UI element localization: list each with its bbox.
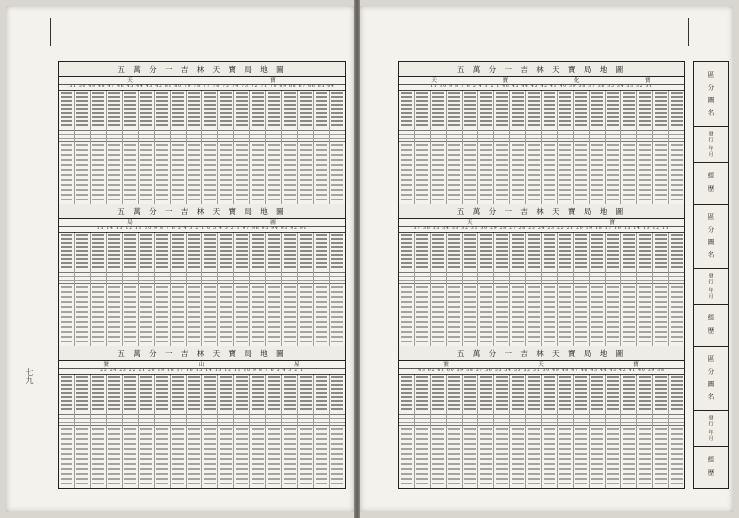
table-column [669, 232, 684, 346]
table-column [91, 232, 107, 346]
table-column [250, 374, 266, 488]
table-column [558, 232, 574, 346]
table-column [415, 374, 431, 488]
table-column [399, 374, 415, 488]
table-column [282, 232, 298, 346]
table-column [298, 90, 314, 204]
right-page [360, 6, 733, 512]
table-column [107, 374, 123, 488]
table-column [202, 232, 218, 346]
station-label: 屋 [294, 362, 301, 368]
table-column [107, 90, 123, 204]
table-column [139, 374, 155, 488]
entry-columns [59, 90, 345, 204]
table-column [669, 90, 684, 204]
station-label: 天 [127, 78, 134, 84]
table-column [155, 374, 171, 488]
table-column [478, 90, 494, 204]
table-column [234, 90, 250, 204]
section-title: 五 萬 分 一 吉 林 天 寶 局 地 圖 [399, 62, 684, 77]
sheet-numbers: 37 36 35 34 33 32 31 30 29 28 27 26 25 24 23 22 21 20 19 18 17 16 15 14 13 12 11 [399, 226, 684, 233]
table-column [637, 90, 653, 204]
table-column [542, 232, 558, 346]
station-label: 寶 [645, 78, 652, 84]
table-column [431, 232, 447, 346]
table-column [606, 374, 622, 488]
section-title: 五 萬 分 一 吉 林 天 寶 局 地 圖 [399, 346, 684, 361]
entry-columns [399, 374, 684, 488]
table-column [202, 374, 218, 488]
table-column [298, 232, 314, 346]
station-label: 寶 [633, 362, 640, 368]
table-column [314, 232, 330, 346]
table-column [155, 232, 171, 346]
table-column [637, 374, 653, 488]
table-column [431, 90, 447, 204]
table-column [574, 374, 590, 488]
table-column [447, 90, 463, 204]
table-column [330, 232, 345, 346]
table-section [59, 346, 345, 488]
table-column [314, 374, 330, 488]
table-column [282, 374, 298, 488]
table-column [542, 374, 558, 488]
table-column [478, 374, 494, 488]
table-column [669, 374, 684, 488]
table-column [653, 232, 669, 346]
table-column [202, 90, 218, 204]
table-column [91, 90, 107, 204]
table-column [187, 232, 203, 346]
rail-label: 發行 年月 [694, 410, 728, 447]
entry-columns [59, 232, 345, 346]
table-column [526, 374, 542, 488]
table-column [510, 232, 526, 346]
crop-mark [50, 18, 51, 46]
entry-columns [399, 232, 684, 346]
section-title: 五 萬 分 一 吉 林 天 寶 局 地 圖 [59, 204, 345, 219]
station-label: 化 [573, 78, 581, 84]
table-column [123, 232, 139, 346]
table-column [266, 232, 282, 346]
table-column [107, 232, 123, 346]
table-column [653, 374, 669, 488]
table-column [266, 374, 282, 488]
table-column [218, 90, 234, 204]
table-column [463, 374, 479, 488]
table-column [478, 232, 494, 346]
table-column [606, 90, 622, 204]
table-column [574, 90, 590, 204]
rail-label: 發行 年月 [694, 268, 728, 305]
table-column [250, 232, 266, 346]
table-column [234, 374, 250, 488]
map-index-table [58, 61, 346, 489]
section-title: 五 萬 分 一 吉 林 天 寶 局 地 圖 [59, 346, 345, 361]
crop-mark [688, 18, 689, 46]
table-column [558, 90, 574, 204]
rail-label: 經 歷 [694, 162, 728, 205]
table-column [59, 374, 75, 488]
table-column [574, 232, 590, 346]
table-column [171, 90, 187, 204]
table-column [415, 232, 431, 346]
table-column [234, 232, 250, 346]
table-column [314, 90, 330, 204]
table-column [606, 232, 622, 346]
table-column [637, 232, 653, 346]
table-column [653, 90, 669, 204]
table-column [123, 90, 139, 204]
section-title: 五 萬 分 一 吉 林 天 寶 局 地 圖 [399, 204, 684, 219]
table-column [494, 90, 510, 204]
sheet-numbers: 25 24 23 22 21 20 19 18 17 16 15 14 13 12 11 10 9 8 7 6 5 4 3 2 1 [59, 368, 345, 375]
rail-label: 發行 年月 [694, 126, 728, 163]
station-label: 寶 [270, 78, 277, 84]
entry-columns [59, 374, 345, 488]
table-column [415, 90, 431, 204]
rail-label: 區 分 圖 名 [694, 346, 728, 411]
station-label: 寶 [502, 78, 510, 84]
sheet-numbers: 11 10 9 8 7 6 5 4 3 2 1 46 45 44 43 42 41 40 39 38 37 36 35 34 33 32 31 [399, 84, 684, 91]
table-column [510, 90, 526, 204]
table-column [447, 232, 463, 346]
table-section [399, 346, 684, 488]
table-column [526, 90, 542, 204]
table-column [621, 90, 637, 204]
table-column [330, 90, 345, 204]
table-column [218, 232, 234, 346]
table-column [187, 90, 203, 204]
table-column [510, 374, 526, 488]
table-column [590, 232, 606, 346]
table-column [139, 232, 155, 346]
station-label: 山 [198, 362, 206, 368]
table-column [171, 374, 187, 488]
rail-label: 區 分 圖 名 [694, 204, 728, 269]
station-label: 圖 [270, 220, 277, 226]
table-column [187, 374, 203, 488]
station-label: 天 [538, 362, 545, 368]
sheet-numbers: 15 14 13 12 11 10 9 8 7 6 5 4 3 2 1 6 5 4 3 2 1 97 96 95 94 93 92 91 [59, 226, 345, 233]
station-label: 天 [466, 220, 474, 226]
table-column [330, 374, 345, 488]
section-title: 五 萬 分 一 吉 林 天 寶 局 地 圖 [59, 62, 345, 77]
station-label: 號 [443, 362, 450, 368]
table-section [399, 204, 684, 347]
table-column [139, 90, 155, 204]
table-column [621, 374, 637, 488]
table-column [59, 232, 75, 346]
table-column [91, 374, 107, 488]
table-column [155, 90, 171, 204]
table-section [59, 62, 345, 205]
table-column [399, 232, 415, 346]
table-column [494, 374, 510, 488]
table-column [463, 90, 479, 204]
table-column [298, 374, 314, 488]
table-column [171, 232, 187, 346]
station-label: 天 [431, 78, 438, 84]
table-column [75, 90, 91, 204]
table-column [558, 374, 574, 488]
table-column [526, 232, 542, 346]
table-column [282, 90, 298, 204]
table-column [447, 374, 463, 488]
table-column [75, 374, 91, 488]
entry-columns [399, 90, 684, 204]
table-section [59, 204, 345, 347]
sheet-numbers: 51 50 49 48 47 46 45 44 43 42 81 80 79 78 77 76 75 74 73 72 71 70 69 68 67 66 65 64 [59, 84, 345, 91]
table-column [250, 90, 266, 204]
table-column [75, 232, 91, 346]
station-label: 寶 [609, 220, 616, 226]
table-column [590, 374, 606, 488]
table-column [463, 232, 479, 346]
table-column [59, 90, 75, 204]
table-column [399, 90, 415, 204]
sheet-numbers: 63 62 61 60 59 58 57 56 55 54 53 52 51 50 49 48 47 46 45 44 43 42 41 40 39 38 [399, 368, 684, 375]
table-column [494, 232, 510, 346]
station-label: 號 [103, 362, 110, 368]
table-column [218, 374, 234, 488]
table-section [399, 62, 684, 205]
map-index-table [398, 61, 685, 489]
rail-label: 經 歷 [706, 456, 715, 478]
rail-label: 經 歷 [694, 304, 728, 347]
side-header-rail [693, 61, 729, 489]
table-column [266, 90, 282, 204]
table-column [431, 374, 447, 488]
left-page [6, 6, 354, 512]
table-column [621, 232, 637, 346]
table-column [590, 90, 606, 204]
rail-label: 區 分 圖 名 [694, 62, 728, 127]
station-label: 局 [127, 220, 134, 226]
table-column [542, 90, 558, 204]
table-column [123, 374, 139, 488]
page-number: 七九 [25, 368, 34, 384]
